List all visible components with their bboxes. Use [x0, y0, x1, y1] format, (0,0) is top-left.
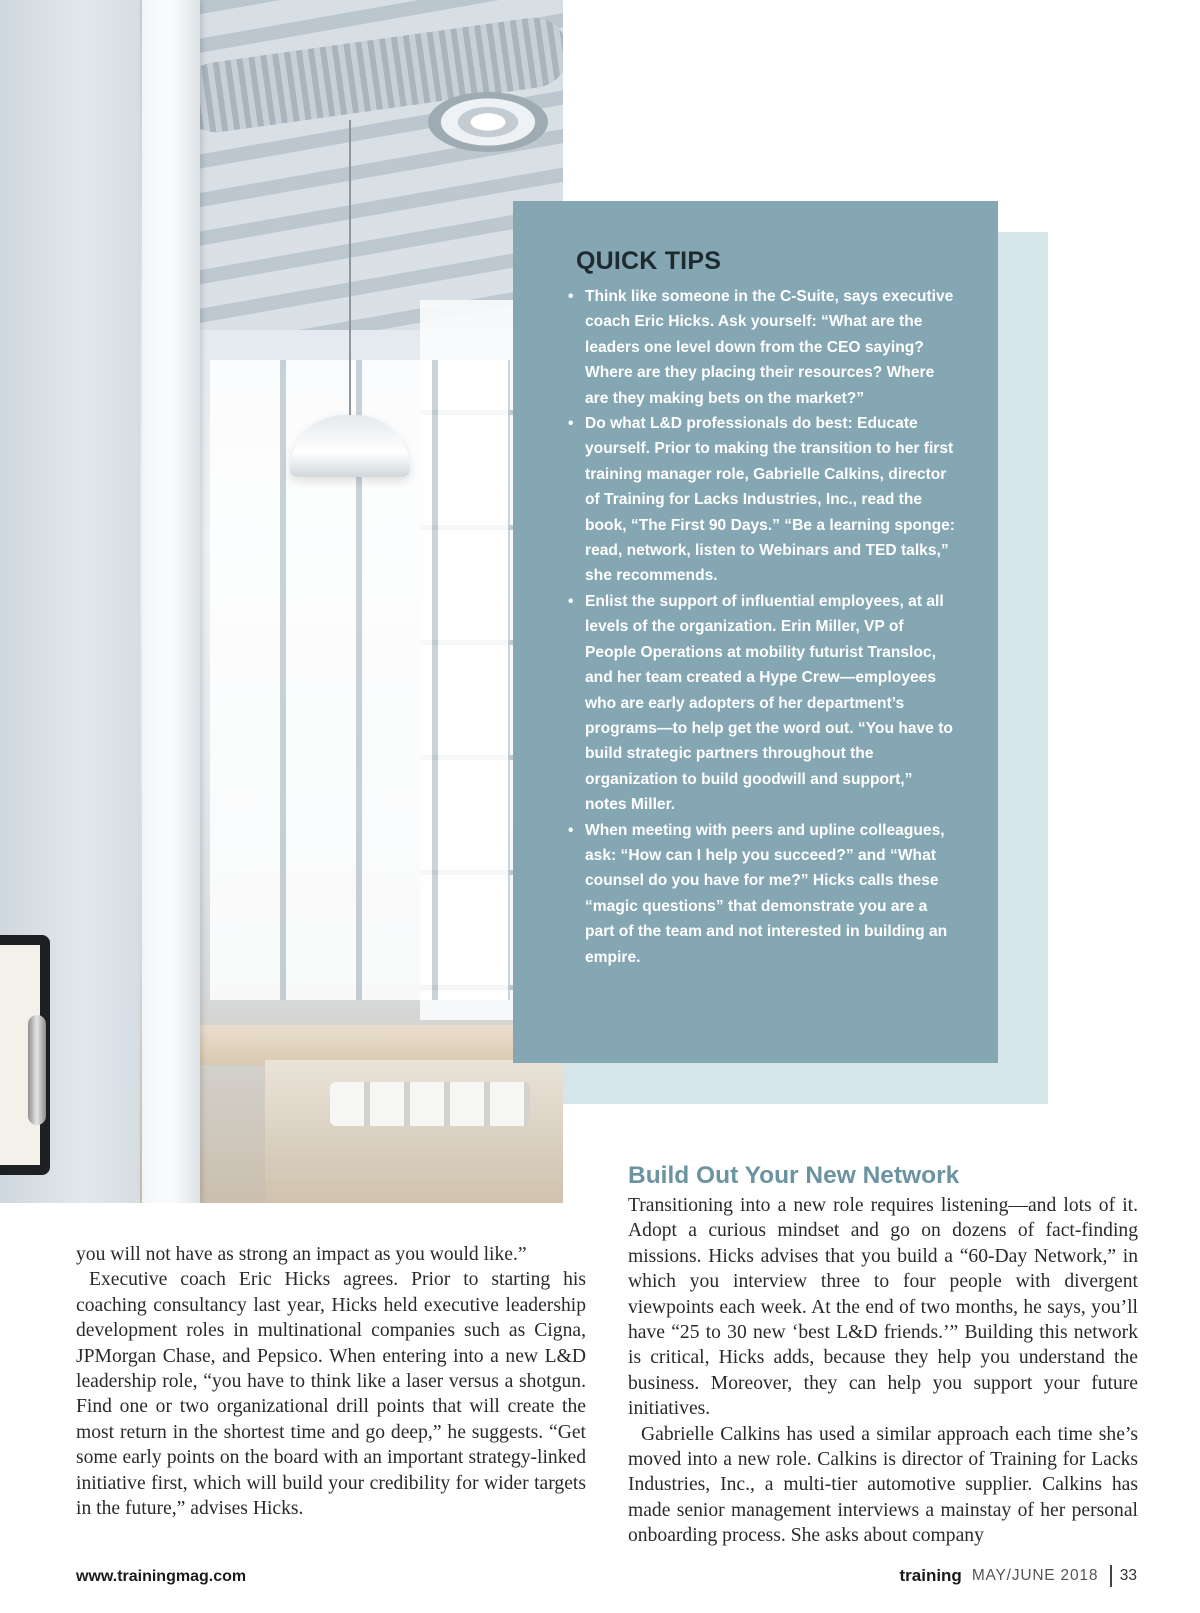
quick-tips-title: QUICK TIPS: [576, 247, 722, 275]
quick-tip-item: [568, 284, 958, 411]
quick-tip-text: When meeting with peers and upline colleagues, ask: “How can I help you succeed?” and “What counsel do you have for me?” Hicks calls these “magic questions” that demonstrate you are a part of the team and not interested in building an empire.: [585, 821, 948, 966]
bullet-icon: •: [568, 821, 574, 839]
body-paragraph: Transitioning into a new role requires listening—and lots of it. Adopt a curious mindset and go on dozens of fact-finding missions. Hicks advises that you build a “60-Day Network,” in which you interview three to four people with divergent viewpoints each week. At the end of two months, he says, you’ll have “25 to 30 new ‘best L&D friends.’” Building this network is critical, Hicks adds, because they help you understand the business. Moreover, they can help you support your future initiatives.: [628, 1195, 1138, 1420]
clipboard-clip: [28, 1015, 46, 1125]
bullet-icon: •: [568, 592, 574, 610]
quick-tips-list: [568, 284, 958, 970]
desk-top: [190, 1025, 563, 1065]
foreground-pillar: [142, 0, 200, 1203]
quick-tip-text: Enlist the support of influential employees, at all levels of the organization. Erin Miller, VP of People Operations at mobility futurist Transloc, and her team created a Hype Crew—employees who are early adopters of her department’s programs—to help get the word out. “You have to build strategic partners throughout the organization to build goodwill and support,” notes Miller.: [585, 592, 953, 814]
office-photo: [0, 0, 563, 1203]
quick-tip-item: [568, 589, 958, 818]
left-column: [76, 1242, 586, 1521]
body-paragraph: you will not have as strong an impact as you would like.”: [76, 1244, 527, 1265]
footer-brand: training: [899, 1566, 962, 1585]
footer-issue: MAY/JUNE 2018: [971, 1567, 1099, 1584]
footer-url[interactable]: www.trainingmag.com: [76, 1568, 247, 1585]
quick-tip-text: Do what L&D professionals do best: Educate yourself. Prior to making the transition to her first training manager role, Gabrielle Calkins, director of Training for Lacks Industries, Inc., read the book, “The First 90 Days.” “Be a learning sponge: read, network, listen to Webinars and TED talks,” she recommends.: [585, 415, 956, 585]
quick-tip-item: [568, 411, 958, 589]
section-heading: Build Out Your New Network: [628, 1162, 960, 1189]
quick-tips-box: [513, 201, 998, 1063]
body-paragraph: Executive coach Eric Hicks agrees. Prior to starting his coaching consultancy last year, Hicks held executive leadership development roles in multinational companies such as Cigna, JPMorgan Chase, and Pepsico. When entering into a new L&D leadership role, “you have to think like a laser versus a shotgun. Find one or two organizational drill points that will create the most return in the shortest time and go deep,” he suggests. “Get some early points on the board with an important strategy-linked initiative first, which will build your credibility for wider targets in the future,” advises Hicks.: [76, 1269, 586, 1520]
right-column: [628, 1193, 1138, 1549]
page-number: 33: [1119, 1567, 1137, 1584]
lamp-cord: [349, 120, 351, 415]
footer-divider: [1110, 1565, 1112, 1587]
quick-tip-item: [568, 818, 958, 970]
quick-tip-text: Think like someone in the C-Suite, says executive coach Eric Hicks. Ask yourself: “What are the leaders one level down from the CEO saying? Where are they placing their resources? Where are they making bets on the market?”: [585, 288, 954, 407]
ceiling-vent: [428, 92, 548, 152]
bullet-icon: •: [568, 288, 574, 305]
power-outlet: [330, 1082, 530, 1126]
footer-folio: [899, 1565, 1137, 1587]
body-paragraph: Gabrielle Calkins has used a similar approach each time she’s moved into a new role. Calkins is director of Training for Lacks Industries, Inc., a multi-tier automotive supplier. Calkins has made senior management interviews a mainstay of her personal onboarding process. She asks about company: [628, 1423, 1138, 1547]
bullet-icon: •: [568, 415, 574, 433]
